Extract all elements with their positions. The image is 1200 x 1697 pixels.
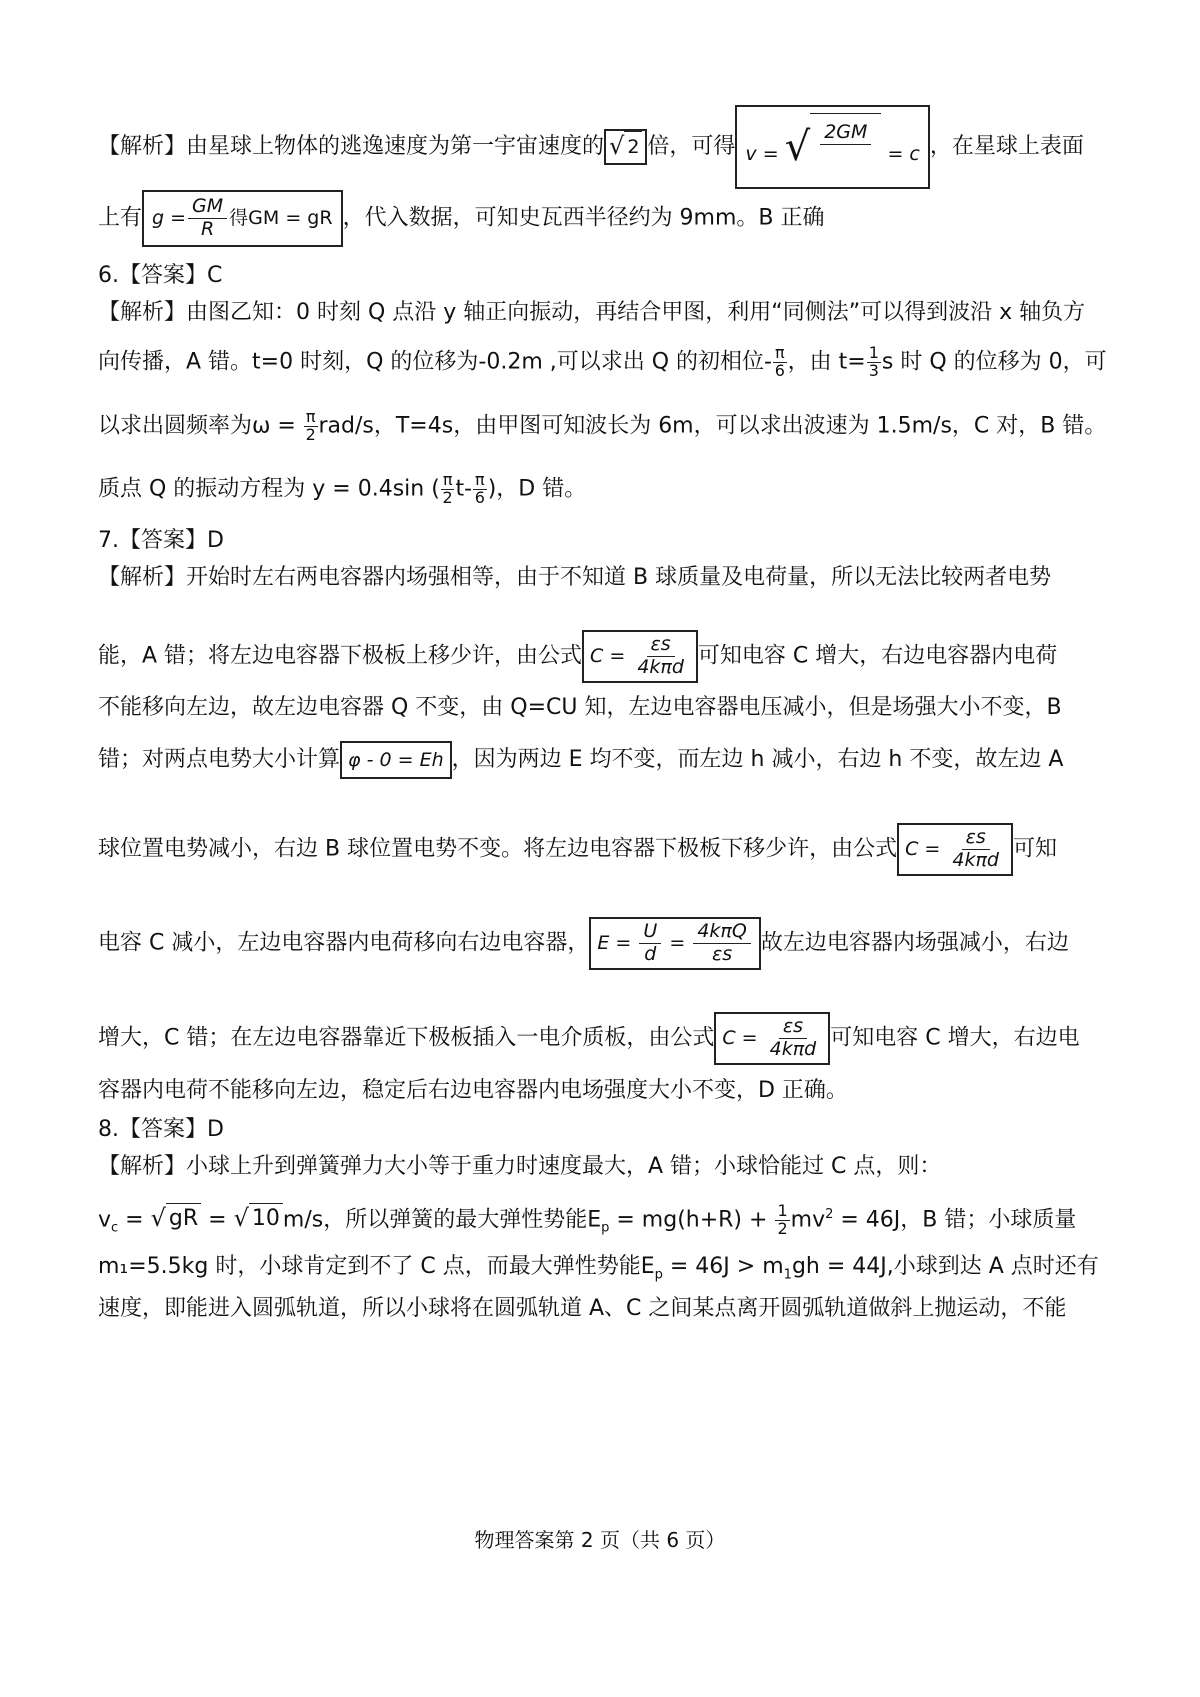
capacitance-formula: C = $\frac{\varepsilon s}{\text{4kπd}}$ bbox=[714, 1012, 830, 1065]
q7-line-1: 【解析】开始时左右两电容器内场强相等，由于不知道 B 球质量及电荷量，所以无法比较两者电势 bbox=[98, 565, 1052, 590]
q7-line-2: 能，A 错；将左边电容器下极板上移少许，由公式 C = $\frac{\varepsilon s}{\text{4kπd}}$ 可知电容 C 增大，右边电容器内电荷 bbox=[98, 630, 1057, 683]
sqrt2-formula: √ 2 bbox=[604, 129, 647, 166]
q5-line-1: 【解析】由星球上物体的逃逸速度为第一宇宙速度的 √ 2 倍，可得 v = √ 2GM = c ，在星球上表面 bbox=[98, 105, 1084, 189]
q6-line-4: 质点 Q 的振动方程为 y = 0.4sin ( $\frac{\pi}{2}$ t- $\frac{\pi}{6}$ )，D 错。 bbox=[98, 470, 587, 507]
q8-line-4: 速度，即能进入圆弧轨道，所以小球将在圆弧轨道 A、C 之间某点离开圆弧轨道做斜上抛运动，不能 bbox=[98, 1296, 1067, 1321]
q6-answer: 6.【答案】C bbox=[98, 263, 223, 288]
escape-velocity-formula: v = √ 2GM = c bbox=[735, 105, 929, 189]
gravity-formula: g = $\frac{GM}{R}$ 得GM = gR bbox=[142, 190, 343, 247]
q7-line-4: 错；对两点电势大小计算 φ - 0 = Eh ，因为两边 E 均不变，而左边 h 减小，右边 h 不变，故左边 A bbox=[98, 741, 1063, 779]
q8-line-2: $v_c$ = √ gR = √ 10 m/s，所以弹簧的最大弹性势能$E_p = mg(h+R)$ + $\frac{1}{2}$ $mv^2 = 46J$，B 错；小球质量 bbox=[98, 1201, 1077, 1238]
capacitance-formula: C = $\frac{\varepsilon s}{\text{4kπd}}$ bbox=[897, 823, 1013, 876]
field-strength-formula: E = $\frac{U}{d}$ = $\frac{\text{4kπQ}}{\varepsilon s}$ bbox=[589, 917, 760, 970]
q8-answer: 8.【答案】D bbox=[98, 1117, 224, 1142]
q7-line-7: 增大，C 错；在左边电容器靠近下极板插入一电介质板，由公式 C = $\frac{\varepsilon s}{\text{4kπd}}$ 可知电容 C 增大，右边电 bbox=[98, 1012, 1080, 1065]
page-footer: 物理答案第 2 页（共 6 页） bbox=[474, 1528, 726, 1552]
q8-line-1: 【解析】小球上升到弹簧弹力大小等于重力时速度最大，A 错；小球恰能过 C 点，则： bbox=[98, 1154, 942, 1179]
q7-answer: 7.【答案】D bbox=[98, 528, 224, 553]
q7-line-3: 不能移向左边，故左边电容器 Q 不变，由 Q=CU 知，左边电容器电压减小，但是场强大小不变，B bbox=[98, 695, 1062, 720]
q7-line-5: 球位置电势减小，右边 B 球位置电势不变。将左边电容器下极板下移少许，由公式 C = $\frac{\varepsilon s}{\text{4kπd}}$ 可知 bbox=[98, 823, 1057, 876]
q6-line-3: 以求出圆频率为ω = $\frac{\pi}{2}$ rad/s，T=4s，由甲图可知波长为 6m，可以求出波速为 1.5m/s，C 对，B 错。 bbox=[98, 407, 1107, 444]
potential-formula: φ - 0 = Eh bbox=[340, 741, 452, 779]
q6-line-1: 【解析】由图乙知：0 时刻 Q 点沿 y 轴正向振动，再结合甲图，利用“同侧法”可以得到波沿 x 轴负方 bbox=[98, 300, 1086, 325]
q5-line-2: 上有 g = $\frac{GM}{R}$ 得GM = gR ，代入数据，可知史瓦西半径约为 9mm。B 正确 bbox=[98, 190, 825, 247]
q8-line-3: m₁=5.5kg 时，小球肯定到不了 C 点，而最大弹性势能$E_p = 46J > m_1gh = 44J$,小球到达 A 点时还有 bbox=[98, 1254, 1099, 1283]
capacitance-formula: C = $\frac{\varepsilon s}{\text{4kπd}}$ bbox=[582, 630, 698, 683]
q6-line-2: 向传播，A 错。t=0 时刻，Q 的位移为-0.2m ,可以求出 Q 的初相位- $\frac{\pi}{6}$ ，由 t= $\frac{1}{3}$ s 时 Q 的位移为 0，可 bbox=[98, 343, 1107, 380]
q7-line-8: 容器内电荷不能移向左边，稳定后右边电容器内电场强度大小不变，D 正确。 bbox=[98, 1078, 848, 1103]
q7-line-6: 电容 C 减小，左边电容器内电荷移向右边电容器， E = $\frac{U}{d}$ = $\frac{\text{4kπQ}}{\varepsilon s}$ 故左边电容器内场强减小，右边 bbox=[98, 917, 1069, 970]
